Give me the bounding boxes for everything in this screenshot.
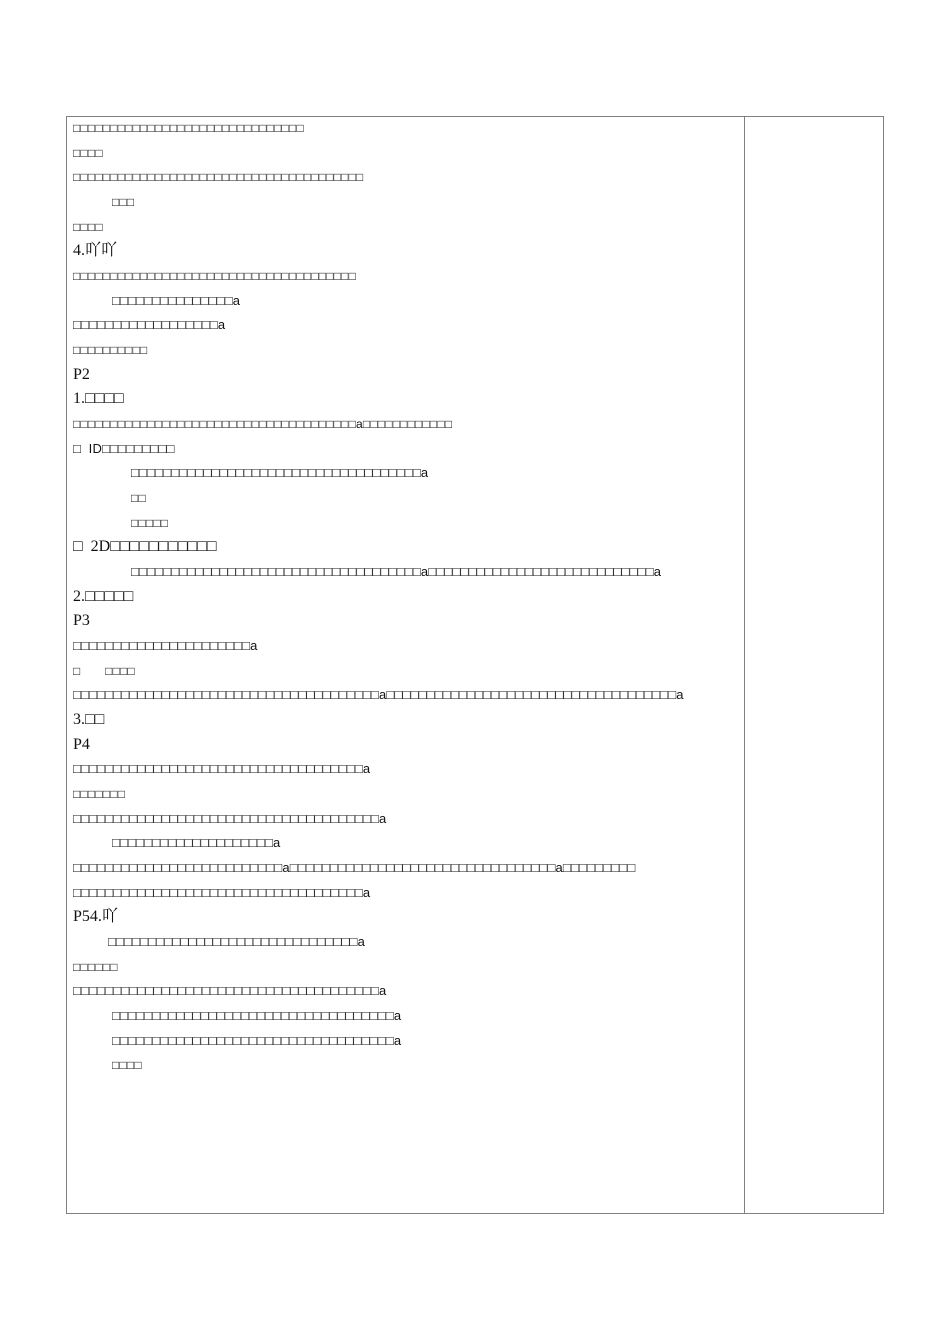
bullet-item: □ □□□□: [73, 664, 135, 678]
document-table: [66, 116, 884, 1214]
section-heading: 2.□□□□□: [73, 588, 134, 605]
text-line: □□□□□□□□□□□□□□□□□□□□a: [112, 835, 281, 850]
text-line: □□□□□□□□□□□□□□□□□□□□□□□□□□□□□□□□□□□□□□a: [73, 983, 387, 998]
text-line: □□□□□□□□□□□□□□□□□□□□□□□□□□□□□□□□□□□a: [112, 1033, 402, 1048]
text-line: □□□□□□□□□□□□□□□□□□□□□□□□□□□□□□□□□□□□a: [131, 465, 429, 480]
text-line: □□□□□□□□□□□□□□□□□□□□□□□□□□□□□□□□□□□□□□a: [73, 811, 387, 826]
text-line: □□□□□: [131, 516, 169, 530]
text-line: □□□□□□□□□□: [73, 343, 148, 357]
text-line: □□□□□□□□□□□□□□□□□□□□□□□□□□□□□□□□□□□□□□: [73, 269, 357, 283]
section-heading: 1.□□□□: [73, 390, 124, 407]
text-line: □□□□□□□□□□□□□□□□□□□□□□a: [73, 638, 258, 653]
text-line: □□□□□□□□□□□□□□□□□□□□□□□□□□a□□□□□□□□□□□□□□□□□□□□□□□□□□□□□□□□□a□□□□□□□□□: [73, 860, 636, 875]
text-line: □□□□□□□□□□□□□□□□□□a: [73, 317, 226, 332]
text-line: □□□: [112, 195, 135, 209]
page-marker: P4: [73, 736, 90, 753]
page-marker: P2: [73, 366, 90, 383]
side-column-cell: [745, 117, 883, 1213]
text-line: □□□□: [112, 1058, 142, 1072]
section-heading: 4.吖吖: [73, 242, 118, 259]
text-line: □□: [131, 491, 146, 505]
text-line: □□□□□□□□□□□□□□□□□□□□□□□□□□□□□□□□□□□□□□□: [73, 170, 364, 184]
text-line: □□□□□□□□□□□□□□□□□□□□□□□□□□□□□□□□□□□□□□a□□□□□□□□□□□□□□□□□□□□□□□□□□□□□□□□□□□□a: [73, 687, 684, 702]
text-line: □□□□□□□□□□□□□□□□□□□□□□□□□□□□□□□□□□□a: [112, 1008, 402, 1023]
text-line: □□□□□□□□□□□□□□□□□□□□□□□□□□□□□□□□□□□□a: [73, 761, 371, 776]
section-heading: 3.□□: [73, 711, 105, 728]
text-line: □□□□□□□□□□□□□□□□□□□□□□□□□□□□□□□□□□□□□□a□□□□□□□□□□□□: [73, 417, 453, 431]
text-line: □□□□□□□: [73, 787, 126, 801]
text-line: □□□□: [73, 220, 103, 234]
text-line: □□□□□□: [73, 960, 118, 974]
page-marker: P3: [73, 612, 90, 629]
text-line: □□□□□□□□□□□□□□□□□□□□□□□□□□□□□□□a: [108, 934, 366, 949]
page-marker: P54.吖: [73, 908, 118, 925]
bullet-item: □ ID□□□□□□□□□: [73, 441, 175, 456]
bullet-item: □ 2D□□□□□□□□□□□: [73, 538, 217, 555]
text-line: □□□□□□□□□□□□□□□□□□□□□□□□□□□□□□□□□□□□a: [73, 885, 371, 900]
text-line: □□□□□□□□□□□□□□□□□□□□□□□□□□□□□□□: [73, 121, 304, 135]
text-line: □□□□□□□□□□□□□□□a: [112, 293, 241, 308]
text-line: □□□□: [73, 146, 103, 160]
text-line: □□□□□□□□□□□□□□□□□□□□□□□□□□□□□□□□□□□□a□□□□□□□□□□□□□□□□□□□□□□□□□□□□a: [131, 564, 662, 579]
